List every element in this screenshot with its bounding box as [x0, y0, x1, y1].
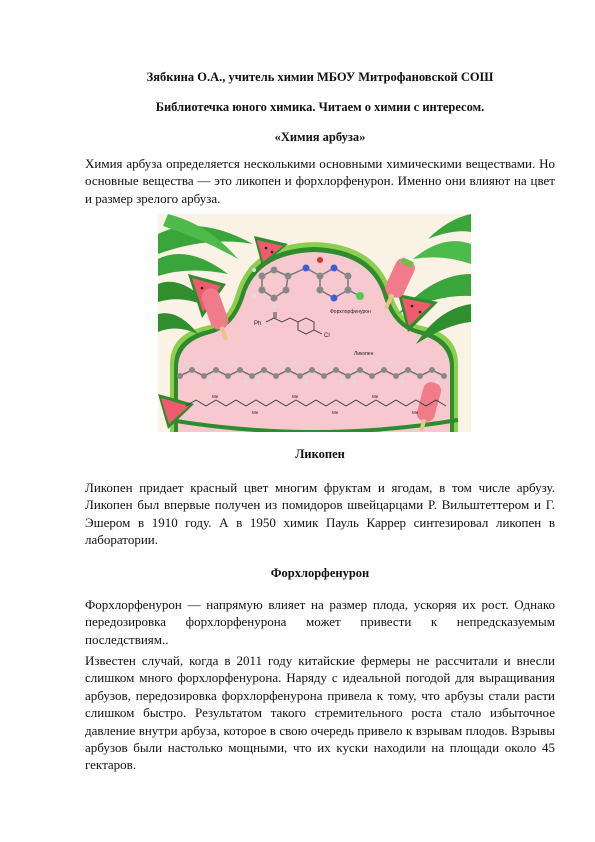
document-title: «Химия арбуза»	[274, 130, 366, 144]
section-title-lycopene: Ликопен	[295, 447, 345, 461]
label-forchlorfenuron: Форхлорфенурон	[330, 309, 371, 315]
lycopene-paragraph: Ликопен придает красный цвет многим фруктам и ягодам, в том числе арбузу. Ликопен был впервые получен из помидоров швейцарцами Р. Вильштеттером и Г. Эшером в 1910 году. А в 1950 химик Пауль Каррер синтезировал ликопен в лаборатории.	[85, 480, 555, 548]
svg-text:Me: Me	[292, 394, 299, 399]
svg-text:Me: Me	[332, 410, 339, 415]
svg-text:Me: Me	[212, 394, 219, 399]
section-title-forchlorfenuron: Форхлорфенурон	[270, 566, 370, 580]
figure-illustration	[158, 214, 471, 432]
forchlorfenuron-paragraph-1: Форхлорфенурон — напрямую влияет на размер плода, ускоряя их рост. Однако передозировка форхлорфенурона может привести к непредсказуемым последствиям..	[85, 597, 555, 647]
label-lycopene: Ликопен	[354, 351, 374, 357]
atom-label-cl: Cl	[324, 333, 330, 339]
atom-label-ph: Ph	[254, 321, 262, 327]
series-line: Библиотечка юного химика. Читаем о химии с интересом.	[155, 100, 485, 114]
svg-text:Me: Me	[252, 410, 259, 415]
intro-paragraph: Химия арбуза определяется несколькими основными химическими веществами. Но основные вещества — это ликопен и форхлорфенурон. Именно они влияют на цвет и размер зрелого арбуза.	[85, 156, 555, 206]
svg-text:Me: Me	[412, 410, 419, 415]
svg-text:Me: Me	[372, 394, 379, 399]
forchlorfenuron-paragraph-2: Известен случай, когда в 2011 году китайские фермеры не рассчитали и внесли слишком много форхлорфенурона. Наряду с идеальной погодой для выращивания арбузов, передозировка форхлорфенурона привела к тому, что арбузы стали расти слишком быстро. Результатом такого стремительного роста стало избыточное давление внутри арбуза, которое в свою очередь привело к взрывам плодов. Взрывы арбузов были настолько мощными, что их куски находили на площади около 45 гектаров.	[85, 653, 555, 773]
watermelon-chemistry-figure	[158, 214, 471, 432]
author-line: Зябкина О.А., учитель химии МБОУ Митрофановской СОШ	[146, 70, 494, 84]
